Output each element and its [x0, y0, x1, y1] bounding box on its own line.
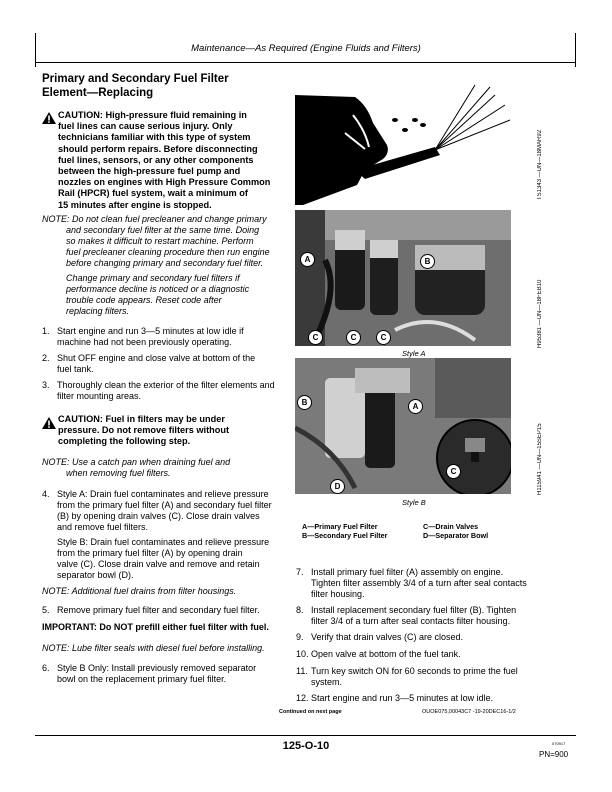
title-line-2: Element—Replacing [42, 87, 154, 99]
callout-c: C [308, 330, 323, 345]
caption-style-b: Style B [402, 498, 426, 507]
title-line-1: Primary and Secondary Fuel Filter [42, 73, 229, 85]
legend-left: A—Primary Fuel Filter B—Secondary Fuel Filter [302, 522, 388, 540]
style-a-filter-photo [295, 210, 511, 346]
continued-text: Continued on next page [279, 709, 342, 715]
note-1b: Change primary and secondary fuel filters if performance decline is noticed or a diagnostic trouble code appears. Reset code after replacing filters. [66, 273, 250, 316]
section-title [42, 72, 282, 100]
part-number: PN=900 [539, 750, 569, 759]
step-4-style-b: Style B: Drain fuel contaminates and relieve pressure from the primary fuel filter (A) by opening drain valve (C). Close drain valve and remove and retain separator bowl (D). [57, 537, 270, 580]
callout-c: C [446, 464, 461, 479]
page-number: 125-O-10 [282, 740, 330, 752]
caption-style-a: Style A [402, 349, 426, 358]
callout-c: C [346, 330, 361, 345]
callout-a: A [300, 252, 315, 267]
high-pressure-spray-illustration [295, 75, 530, 205]
callout-b: B [297, 395, 312, 410]
important-notice: IMPORTANT: Do NOT prefill either fuel filter with fuel. [42, 622, 269, 632]
note-1: NOTE: Do not clean fuel precleaner and change primary and secondary fuel filter at the same time. Doing so makes it difficult to restart machine. Perform fuel precleaner cleaning procedure then run engine before changing primary and secondary fuel filter. [42, 214, 270, 268]
date-stamp: 070917 [552, 741, 566, 746]
callout-c: C [376, 330, 391, 345]
warning-icon [42, 112, 56, 124]
callout-a: A [408, 399, 423, 414]
footer-rule [35, 735, 576, 736]
caution-block-2: CAUTION: Fuel in filters may be under pressure. Do not remove filters without completing the following step. [58, 414, 230, 447]
warning-icon [42, 417, 56, 429]
document-code: OUOE075,00043C7 -19-20DEC16-1/2 [422, 709, 516, 715]
figure-code-1: TS1343 —UN—18MAR92 [537, 129, 543, 200]
figure-code-2: H95381 —UN—18FEB10 [537, 279, 543, 348]
note-4: NOTE: Lube filter seals with diesel fuel before installing. [42, 643, 265, 653]
callout-d: D [330, 479, 345, 494]
note-3: NOTE: Additional fuel drains from filter housings. [42, 586, 237, 596]
style-b-filter-photo [295, 358, 511, 494]
header-rule [35, 62, 576, 63]
figure-code-3: H115941 —UN—15SEP15 [537, 423, 543, 495]
legend-right: C—Drain Valves D—Separator Bowl [423, 522, 489, 540]
caution-block-1: CAUTION: High-pressure fluid remaining in fuel lines can cause serious injury. Only technicians familiar with this type of system should perform repairs. Before disconnecting fuel lines, sensors, or any other components between the high-pressure fuel pump and nozzles on engines with High Pressure Common Rail (HPCR) fuel system, wait a minimum of 15 minutes after engine is stopped. [58, 110, 271, 210]
callout-b: B [420, 254, 435, 269]
note-2: NOTE: Use a catch pan when draining fuel and when removing fuel filters. [42, 457, 231, 478]
page-header: Maintenance—As Required (Engine Fluids and Filters) [191, 43, 421, 54]
